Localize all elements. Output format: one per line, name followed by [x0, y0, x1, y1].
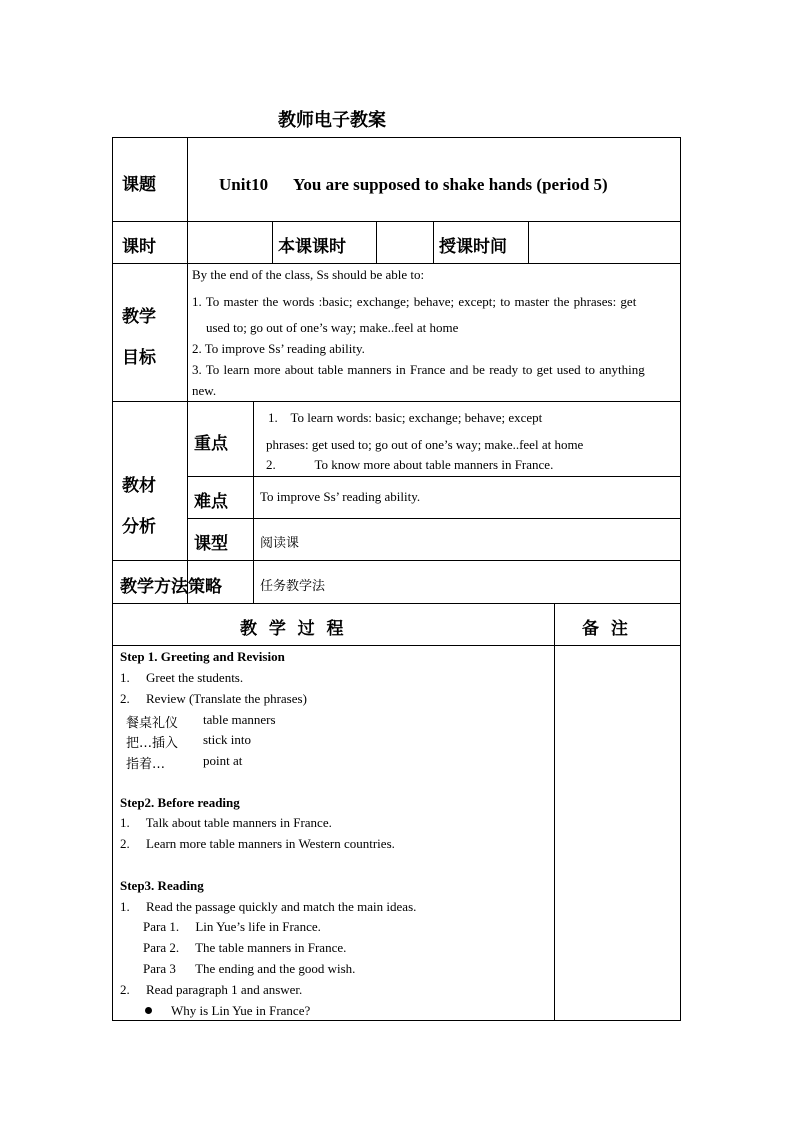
step2-title: Step2. Before reading [120, 795, 240, 810]
lesson-type-label: 课型 [194, 534, 228, 554]
phrase-zh: 餐桌礼仪 [126, 716, 179, 731]
para-item: Para 1. Lin Yue’s life in France. [143, 919, 321, 934]
row-divider-hours [112, 263, 681, 264]
list-item: 1. Greet the students. [120, 670, 244, 685]
row-divider-difficulty [187, 518, 681, 519]
objective-line: used to; go out of one’s way; make..feel at home [206, 320, 459, 335]
hours-divider-3 [433, 221, 434, 263]
row-divider-key [187, 476, 681, 477]
key-points-label: 重点 [194, 434, 228, 454]
analysis-label-line1: 教材 [122, 476, 156, 496]
row-divider-analysis [112, 560, 681, 561]
notes-column-divider [554, 603, 555, 1021]
analysis-label-line2: 分析 [122, 517, 156, 537]
key-point-line: 1. To learn words: basic; exchange; behave; except [268, 410, 543, 425]
row-divider-method [112, 603, 681, 604]
list-item: 2. Read paragraph 1 and answer. [120, 982, 303, 997]
phrase-zh: 指着… [126, 757, 166, 772]
time-label: 授课时间 [439, 237, 507, 257]
difficulty-label: 难点 [194, 492, 228, 512]
list-item: 2. Review (Translate the phrases) [120, 691, 307, 706]
hours-divider-4 [528, 221, 529, 263]
list-item: 2. Learn more table manners in Western countries. [120, 836, 395, 851]
hours-divider-1 [272, 221, 273, 263]
process-header: 教 学 过 程 [240, 619, 344, 639]
para-item: Para 2. The table manners in France. [143, 940, 347, 955]
objective-line: 3. To learn more about table manners in France and be ready to get used to anything [192, 362, 645, 377]
para-item: Para 3 The ending and the good wish. [143, 961, 356, 976]
hours-label: 课时 [122, 237, 156, 257]
lesson-type-value: 阅读课 [260, 536, 300, 551]
bullet-icon [145, 1007, 152, 1014]
question-item: Why is Lin Yue in France? [171, 1003, 311, 1018]
key-point-line: phrases: get used to; go out of one’s way; make..feel at home [266, 437, 584, 452]
row-divider-objectives [112, 401, 681, 402]
this-lesson-label: 本课课时 [278, 237, 346, 257]
list-item: 1. Talk about table manners in France. [120, 815, 332, 830]
notes-header: 备 注 [582, 619, 628, 639]
phrase-en: stick into [203, 732, 252, 747]
label-column-divider [187, 137, 188, 603]
table-border-bottom [112, 1020, 681, 1021]
objectives-label-line2: 目标 [122, 348, 156, 368]
list-item: 1. Read the passage quickly and match the main ideas. [120, 899, 417, 914]
objective-line: new. [192, 383, 217, 398]
objective-line: By the end of the class, Ss should be able to: [192, 267, 425, 282]
table-border-top [112, 137, 681, 138]
method-value: 任务教学法 [260, 579, 326, 594]
difficulty-value: To improve Ss’ reading ability. [260, 489, 421, 504]
method-label: 教学方法策略 [120, 577, 222, 597]
method-divider [253, 560, 254, 603]
topic-value: Unit10 You are supposed to shake hands (period 5) [219, 175, 608, 194]
document-title: 教师电子教案 [278, 110, 386, 131]
objectives-label-line1: 教学 [122, 307, 156, 327]
row-divider-process-header [112, 645, 681, 646]
phrase-zh: 把…插入 [126, 736, 179, 751]
topic-label: 课题 [122, 175, 156, 195]
step3-title: Step3. Reading [120, 878, 204, 893]
row-divider-topic [112, 221, 681, 222]
phrase-en: point at [203, 753, 243, 768]
table-border-right [680, 137, 681, 1021]
phrase-en: table manners [203, 712, 276, 727]
step1-title: Step 1. Greeting and Revision [120, 649, 285, 664]
objective-line: 1. To master the words :basic; exchange; behave; except; to master the phrases: get [192, 294, 637, 309]
key-point-line: 2. To know more about table manners in France. [266, 457, 554, 472]
table-border-left [112, 137, 113, 1021]
objective-line: 2. To improve Ss’ reading ability. [192, 341, 365, 356]
hours-divider-2 [376, 221, 377, 263]
lesson-plan-table [112, 137, 681, 1021]
